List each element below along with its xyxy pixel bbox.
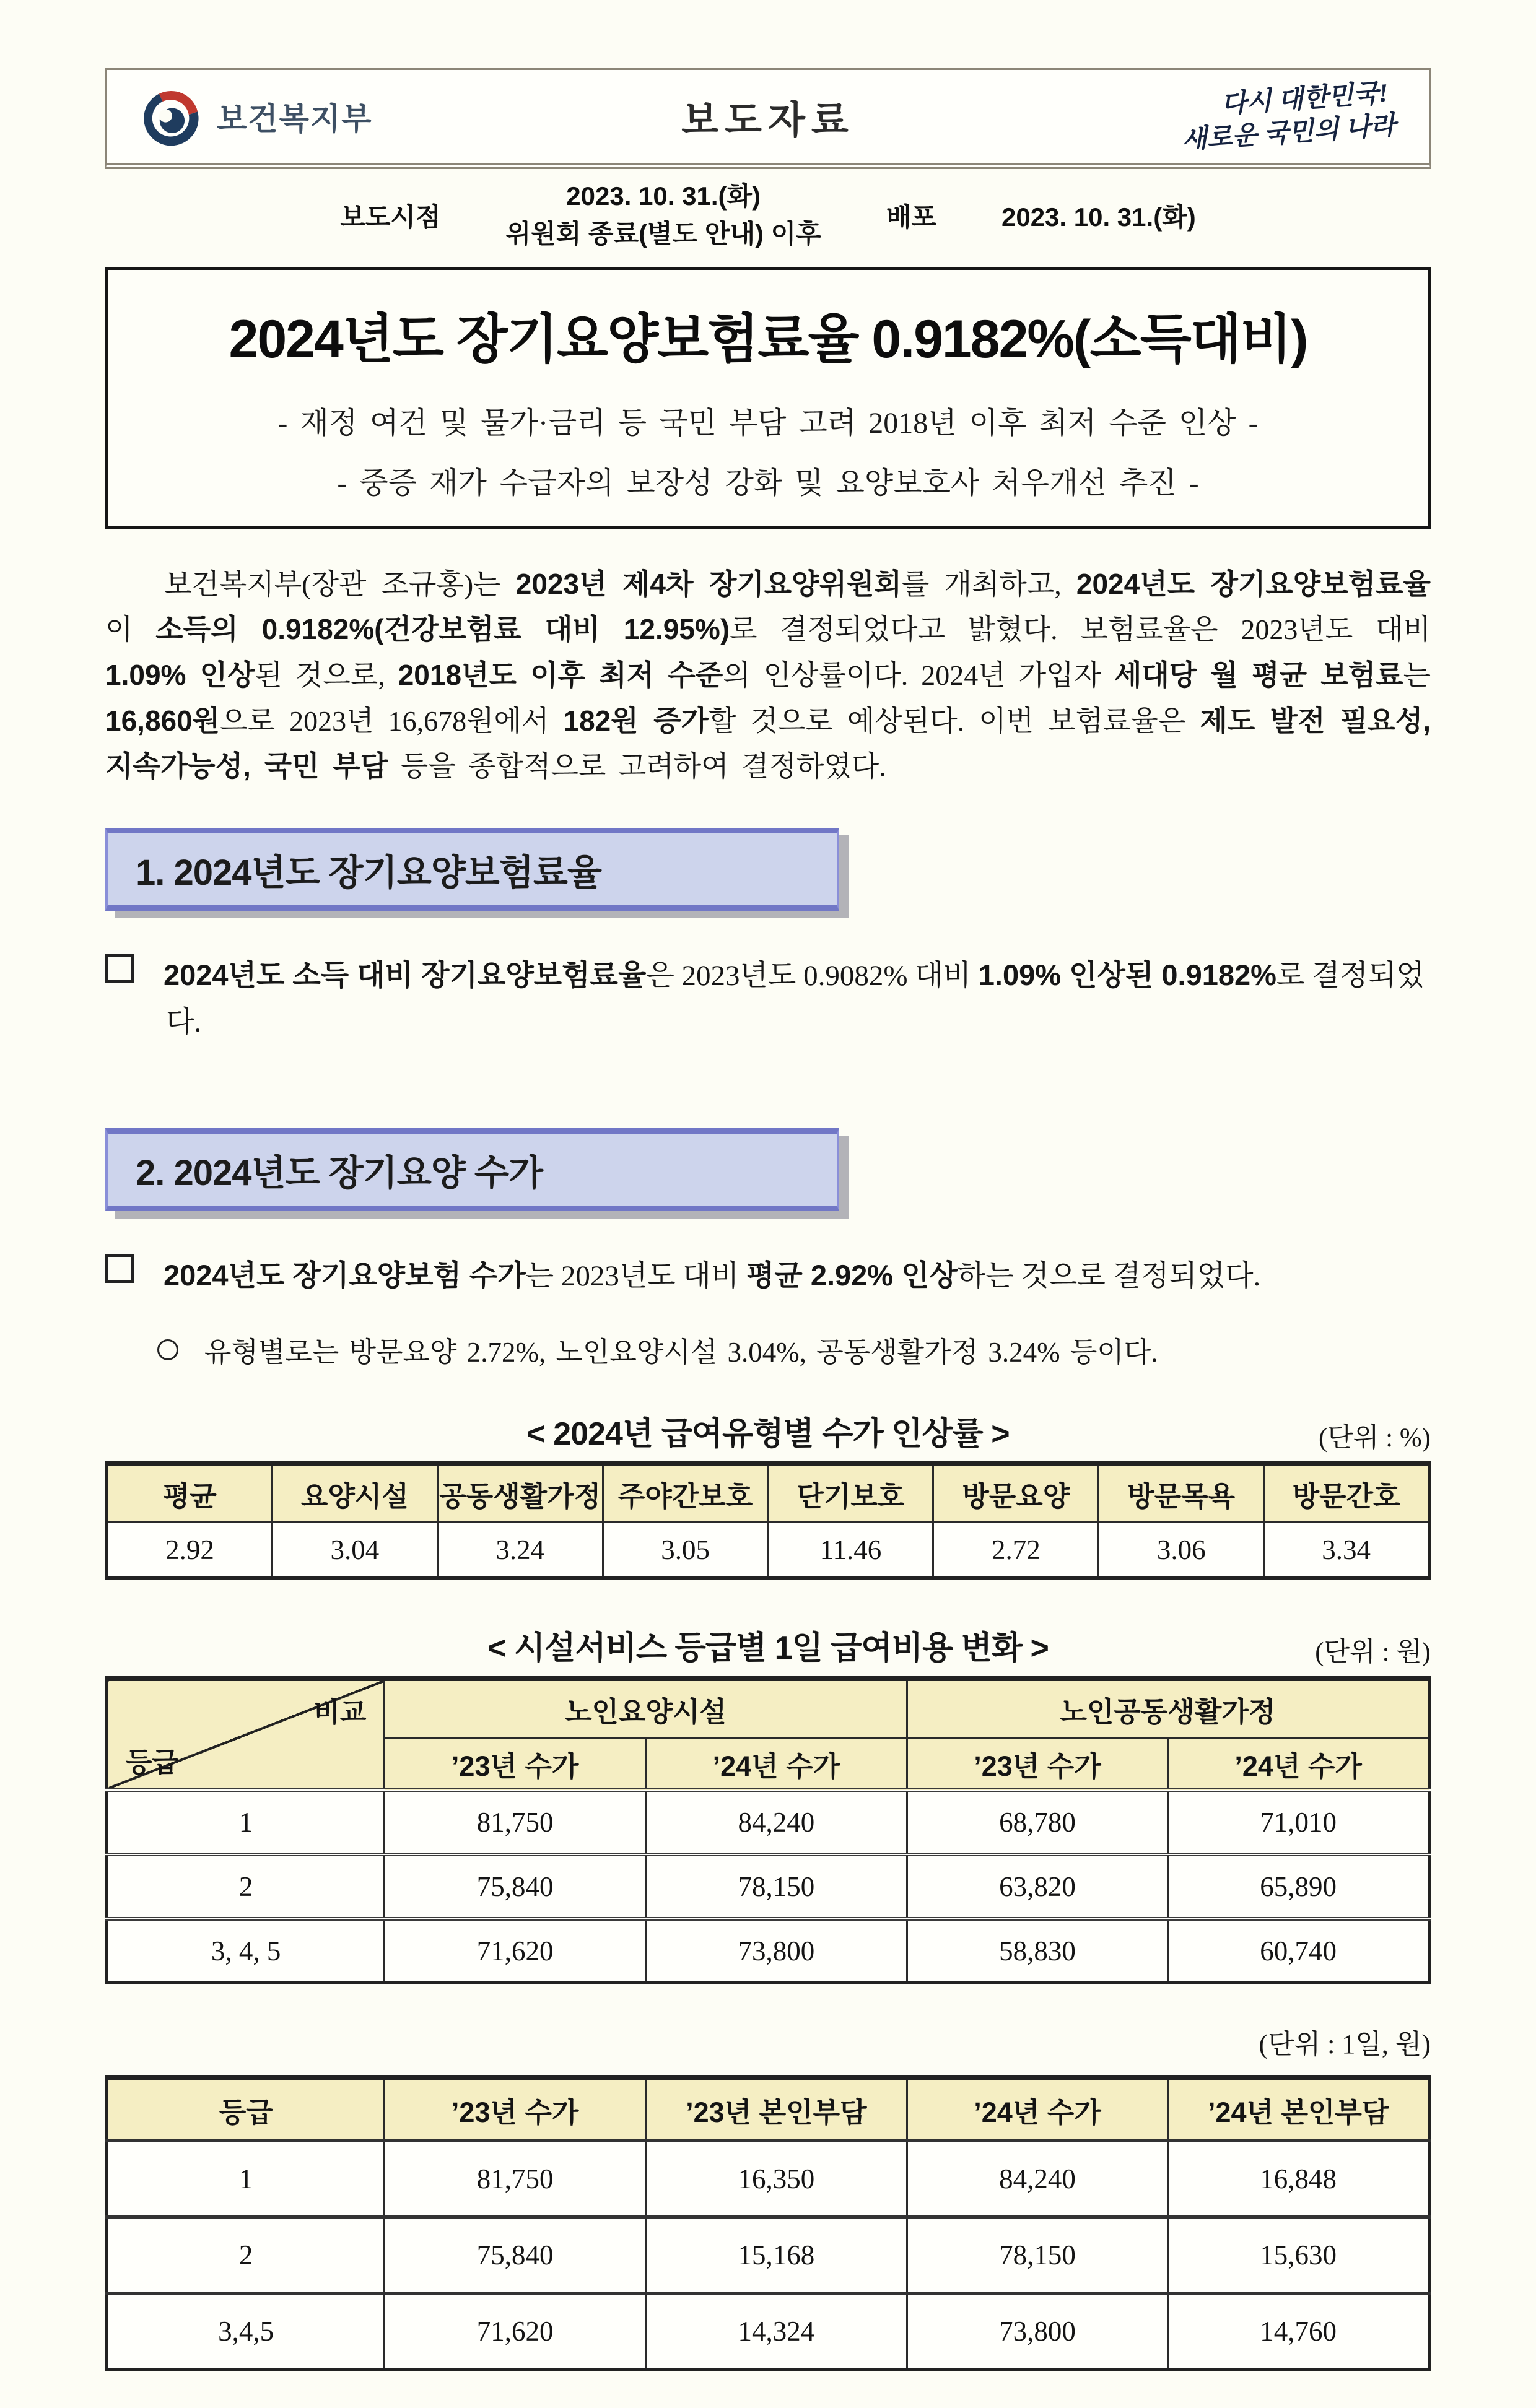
ministry-logo (141, 87, 373, 146)
section2-bullet: 2024년도 장기요양보험 수가는 2023년도 대비 평균 2.92% 인상하는 것으로 결정되었다. (105, 1252, 1431, 1300)
cell: 84,240 (907, 2141, 1168, 2217)
column-header: ’23년 수가 (385, 1738, 646, 1791)
facility-cost-table (105, 1676, 1431, 1984)
cell: 78,150 (646, 1854, 907, 1919)
cell: 68,780 (907, 1790, 1168, 1854)
cell: 75,840 (385, 1854, 646, 1919)
column-header: 주야간보호 (603, 1463, 768, 1523)
table2-caption-row (105, 1622, 1431, 1665)
cell: 75,840 (385, 2217, 646, 2293)
cell: 3.05 (603, 1523, 768, 1578)
distribute-label: 배포 (886, 202, 936, 232)
table-row (107, 1854, 1429, 1919)
cell: 14,760 (1168, 2293, 1429, 2370)
copayment-table (105, 2075, 1431, 2371)
cell: 3.24 (437, 1523, 603, 1578)
section-heading-2: 2. 2024년도 장기요양 수가 (105, 1128, 839, 1211)
distribute-date: 2023. 10. 31.(화) (1001, 202, 1196, 232)
column-header: 요양시설 (272, 1463, 437, 1523)
cell: 2.92 (107, 1523, 273, 1578)
section1-bullet: 2024년도 소득 대비 장기요양보험료율은 2023년도 0.9082% 대비 1.09% 인상된 0.9182%로 결정되었다. (105, 952, 1431, 1046)
cell: 16,350 (646, 2141, 907, 2217)
table2-unit-label: (단위 : 원) (1315, 1638, 1431, 1667)
slogan-line-1: 다시 대한민국! (1220, 79, 1390, 119)
cell: 3.04 (272, 1523, 437, 1578)
circle-bullet-icon (157, 1339, 178, 1360)
column-header: 방문간호 (1264, 1463, 1429, 1523)
square-bullet-icon (105, 1254, 134, 1283)
table1-caption-row (105, 1407, 1431, 1451)
cell: 63,820 (907, 1854, 1168, 1919)
grade-cell: 3, 4, 5 (107, 1919, 385, 1983)
column-header: ’24년 본인부담 (1168, 2077, 1429, 2141)
release-condition: 위원회 종료(별도 안내) 이후 (505, 219, 821, 248)
table-row (107, 1523, 1429, 1578)
release-time-value (506, 178, 821, 253)
cell: 81,750 (385, 1790, 646, 1854)
cell: 58,830 (907, 1919, 1168, 1983)
cell: 84,240 (646, 1790, 907, 1854)
cell: 78,150 (907, 2217, 1168, 2293)
table-header-row (107, 1463, 1429, 1523)
grade-cell: 1 (107, 2141, 385, 2217)
grade-cell: 1 (107, 1790, 385, 1854)
slogan-calligraphy (1179, 77, 1397, 157)
corner-diagonal-cell (107, 1679, 385, 1790)
column-header: 방문요양 (933, 1463, 1099, 1523)
subtitle-2: - 중증 재가 수급자의 보장성 강화 및 요양보호사 처우개선 추진 - (337, 466, 1199, 500)
column-header: ’23년 수가 (907, 1738, 1168, 1791)
rate-increase-table (105, 1461, 1431, 1580)
cell: 3.06 (1099, 1523, 1264, 1578)
cell: 71,010 (1168, 1790, 1429, 1854)
cell: 15,168 (646, 2217, 907, 2293)
column-header: 방문목욕 (1099, 1463, 1264, 1523)
cell: 2.72 (933, 1523, 1099, 1578)
table3-unit-label: (단위 : 1일, 원) (1259, 2029, 1431, 2060)
release-time-label: 보도시점 (340, 202, 441, 232)
corner-label-compare: 비교 (313, 1697, 367, 1728)
slogan-line-2: 새로운 국민의 나라 (1181, 110, 1397, 154)
square-bullet-icon (105, 954, 134, 983)
cell: 81,750 (385, 2141, 646, 2217)
corner-label-grade: 등급 (126, 1747, 179, 1778)
cell: 14,324 (646, 2293, 907, 2370)
table-row (107, 1919, 1429, 1983)
column-header: ’24년 수가 (1168, 1738, 1429, 1791)
table-header-row (107, 1679, 1429, 1738)
cell: 11.46 (768, 1523, 933, 1578)
group-header: 노인요양시설 (385, 1679, 907, 1738)
cell: 71,620 (385, 2293, 646, 2370)
grade-cell: 2 (107, 1854, 385, 1919)
agency-name: 보건복지부 (217, 102, 373, 136)
table-row (107, 2293, 1429, 2370)
table1-caption: < 2024년 급여유형별 수가 인상률 > (526, 1416, 1010, 1453)
column-header: ’23년 본인부담 (646, 2077, 907, 2141)
group-header: 노인공동생활가정 (907, 1679, 1429, 1738)
lead-paragraph: 보건복지부(장관 조규홍)는 2023년 제4차 장기요양위원회를 개최하고, 2024년도 장기요양보험료율이 소득의 0.9182%(건강보험료 대비 12.95%)로 결정되었다고 밝혔다. 보험료율은 2023년도 대비 1.09% 인상된 것으로, 2018년도 이후 최저 수준의 인상률이다. 2024년 가입자 세대당 월 평균 보험료는 16,860원으로 2023년 16,678원에서 182원 증가할 것으로 예상된다. 이번 보험료율은 제도 발전 필요성, 지속가능성, 국민 부담 등을 종합적으로 고려하여 결정하였다. (105, 567, 1431, 783)
release-info-row (105, 178, 1431, 253)
table-header-row (107, 2077, 1429, 2141)
table-row (107, 2217, 1429, 2293)
column-header: 등급 (107, 2077, 385, 2141)
cell: 60,740 (1168, 1919, 1429, 1983)
cell: 73,800 (907, 2293, 1168, 2370)
cell: 73,800 (646, 1919, 907, 1983)
taegeuk-logo-icon (141, 87, 201, 146)
document-type-label: 보도자료 (681, 99, 855, 142)
table-row (107, 1790, 1429, 1854)
section-heading-1: 1. 2024년도 장기요양보험료율 (105, 828, 839, 911)
table2-caption: < 시설서비스 등급별 1일 급여비용 변화 > (487, 1630, 1049, 1667)
column-header: 단기보호 (768, 1463, 933, 1523)
grade-cell: 3,4,5 (107, 2293, 385, 2370)
column-header: ’24년 수가 (907, 2077, 1168, 2141)
cell: 15,630 (1168, 2217, 1429, 2293)
subtitle-1: - 재정 여건 및 물가·금리 등 국민 부담 고려 2018년 이후 최저 수준 인상 - (277, 406, 1259, 440)
cell: 3.34 (1264, 1523, 1429, 1578)
column-header: ’24년 수가 (646, 1738, 907, 1791)
page-title: 2024년도 장기요양보험료율 0.9182%(소득대비) (229, 309, 1307, 369)
column-header: 평균 (107, 1463, 273, 1523)
cell: 16,848 (1168, 2141, 1429, 2217)
cell: 71,620 (385, 1919, 646, 1983)
section2-sub-bullet: 유형별로는 방문요양 2.72%, 노인요양시설 3.04%, 공동생활가정 3.24% 등이다. (105, 1332, 1431, 1374)
table-row (107, 2141, 1429, 2217)
column-header: ’23년 수가 (385, 2077, 646, 2141)
title-box (105, 267, 1431, 529)
table1-unit-label: (단위 : %) (1319, 1424, 1431, 1453)
cell: 65,890 (1168, 1854, 1429, 1919)
grade-cell: 2 (107, 2217, 385, 2293)
release-date: 2023. 10. 31.(화) (566, 181, 761, 211)
column-header: 공동생활가정 (437, 1463, 603, 1523)
header-box (105, 68, 1431, 169)
